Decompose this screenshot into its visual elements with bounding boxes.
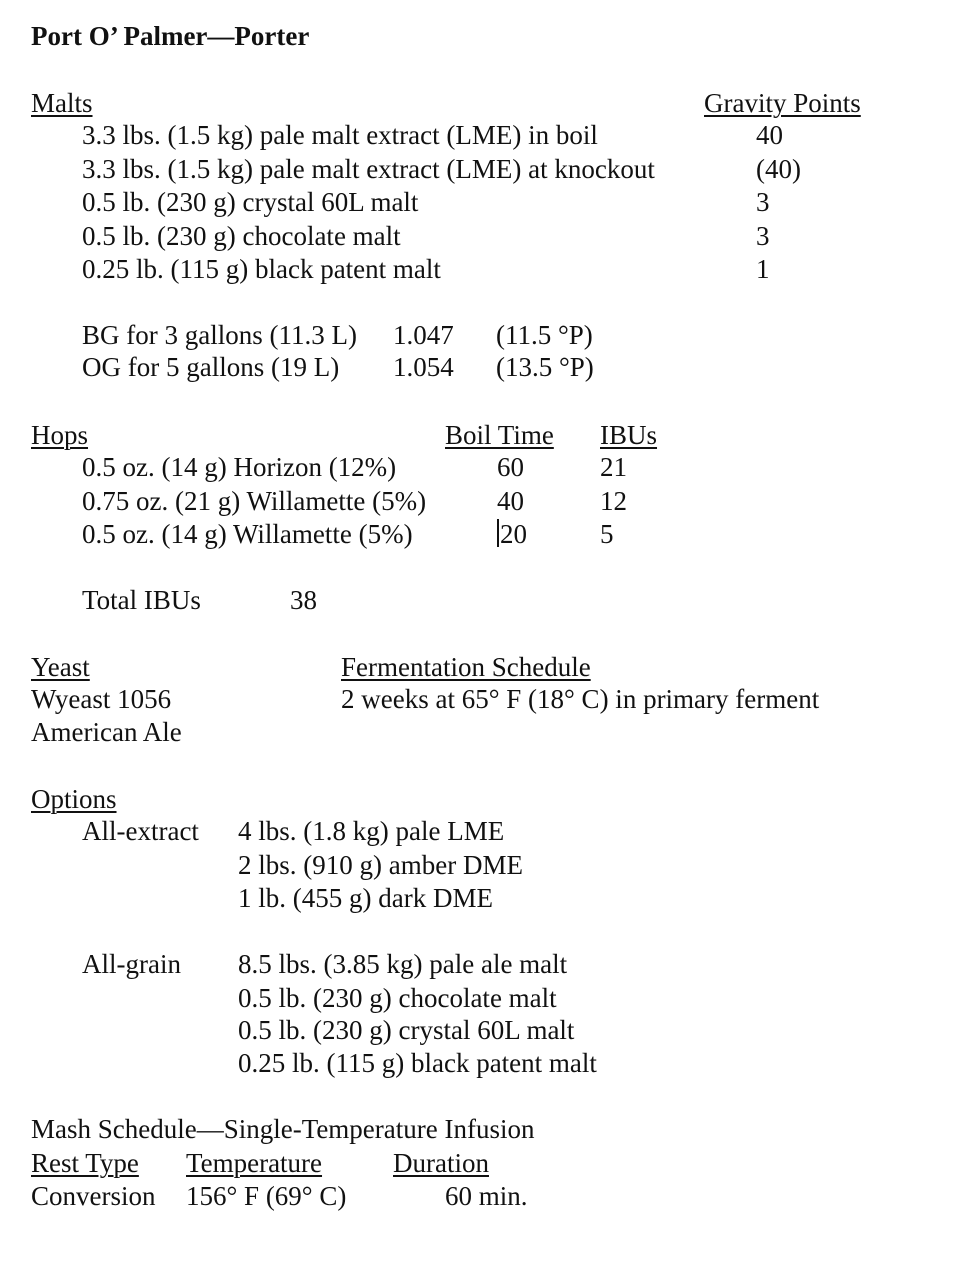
fermentation-text: 2 weeks at 65° F (18° C) in primary ferment <box>341 684 820 714</box>
hop-item-boil: 20 <box>500 519 527 549</box>
all-extract-line: 2 lbs. (910 g) amber DME <box>238 850 523 880</box>
recipe-title: Port O’ Palmer—Porter <box>31 21 310 51</box>
hop-item-ibu: 12 <box>600 486 627 516</box>
all-grain-line: 0.25 lb. (115 g) black patent malt <box>238 1048 597 1078</box>
all-grain-line: 8.5 lbs. (3.85 kg) pale ale malt <box>238 949 568 979</box>
all-extract-label: All-extract <box>82 816 199 846</box>
malt-item-points: 3 <box>756 221 770 251</box>
ibus-heading: IBUs <box>600 420 658 450</box>
mash-duration: 60 min. <box>445 1181 528 1211</box>
malt-item-desc: 3.3 lbs. (1.5 kg) pale malt extract (LME) at knockout <box>82 154 655 184</box>
gravity-plato: (11.5 °P) <box>496 320 593 350</box>
total-ibus-label: Total IBUs <box>82 585 201 615</box>
total-ibus-value: 38 <box>290 585 317 615</box>
all-extract-line: 1 lb. (455 g) dark DME <box>238 883 493 913</box>
mash-rest: Conversion <box>31 1181 156 1211</box>
all-grain-line: 0.5 lb. (230 g) crystal 60L malt <box>238 1015 575 1045</box>
boil-time-heading: Boil Time <box>445 420 554 450</box>
hop-item-desc: 0.75 oz. (21 g) Willamette (5%) <box>82 486 427 516</box>
yeast-heading: Yeast <box>31 652 90 682</box>
text-cursor <box>497 519 499 547</box>
malt-item-desc: 0.5 lb. (230 g) chocolate malt <box>82 221 401 251</box>
malt-item-points: 3 <box>756 187 770 217</box>
hops-heading: Hops <box>31 420 89 450</box>
fermentation-heading: Fermentation Schedule <box>341 652 591 682</box>
gravity-points-heading: Gravity Points <box>704 88 861 118</box>
gravity-label: BG for 3 gallons (11.3 L) <box>82 320 357 350</box>
all-grain-label: All-grain <box>82 949 181 979</box>
all-grain-line: 0.5 lb. (230 g) chocolate malt <box>238 983 557 1013</box>
malt-item-desc: 3.3 lbs. (1.5 kg) pale malt extract (LME) in boil <box>82 120 598 150</box>
options-heading: Options <box>31 784 117 814</box>
malts-heading: Malts <box>31 88 93 118</box>
hop-item-desc: 0.5 oz. (14 g) Willamette (5%) <box>82 519 413 549</box>
gravity-value: 1.054 <box>393 352 454 382</box>
malt-item-points: (40) <box>756 154 801 184</box>
mash-title: Mash Schedule—Single-Temperature Infusion <box>31 1114 535 1144</box>
malt-item-points: 1 <box>756 254 770 284</box>
malt-item-desc: 0.5 lb. (230 g) crystal 60L malt <box>82 187 419 217</box>
duration-heading: Duration <box>393 1148 489 1178</box>
malt-item-desc: 0.25 lb. (115 g) black patent malt <box>82 254 441 284</box>
hop-item-ibu: 5 <box>600 519 614 549</box>
gravity-label: OG for 5 gallons (19 L) <box>82 352 340 382</box>
yeast-line: American Ale <box>31 717 182 747</box>
temperature-heading: Temperature <box>186 1148 323 1178</box>
malt-item-points: 40 <box>756 120 783 150</box>
rest-type-heading: Rest Type <box>31 1148 139 1178</box>
hop-item-desc: 0.5 oz. (14 g) Horizon (12%) <box>82 452 397 482</box>
mash-temp: 156° F (69° C) <box>186 1181 347 1211</box>
hop-item-ibu: 21 <box>600 452 627 482</box>
all-extract-line: 4 lbs. (1.8 kg) pale LME <box>238 816 505 846</box>
hop-item-boil: 60 <box>497 452 524 482</box>
hop-item-boil: 40 <box>497 486 524 516</box>
gravity-plato: (13.5 °P) <box>496 352 594 382</box>
yeast-line: Wyeast 1056 <box>31 684 172 714</box>
gravity-value: 1.047 <box>393 320 454 350</box>
